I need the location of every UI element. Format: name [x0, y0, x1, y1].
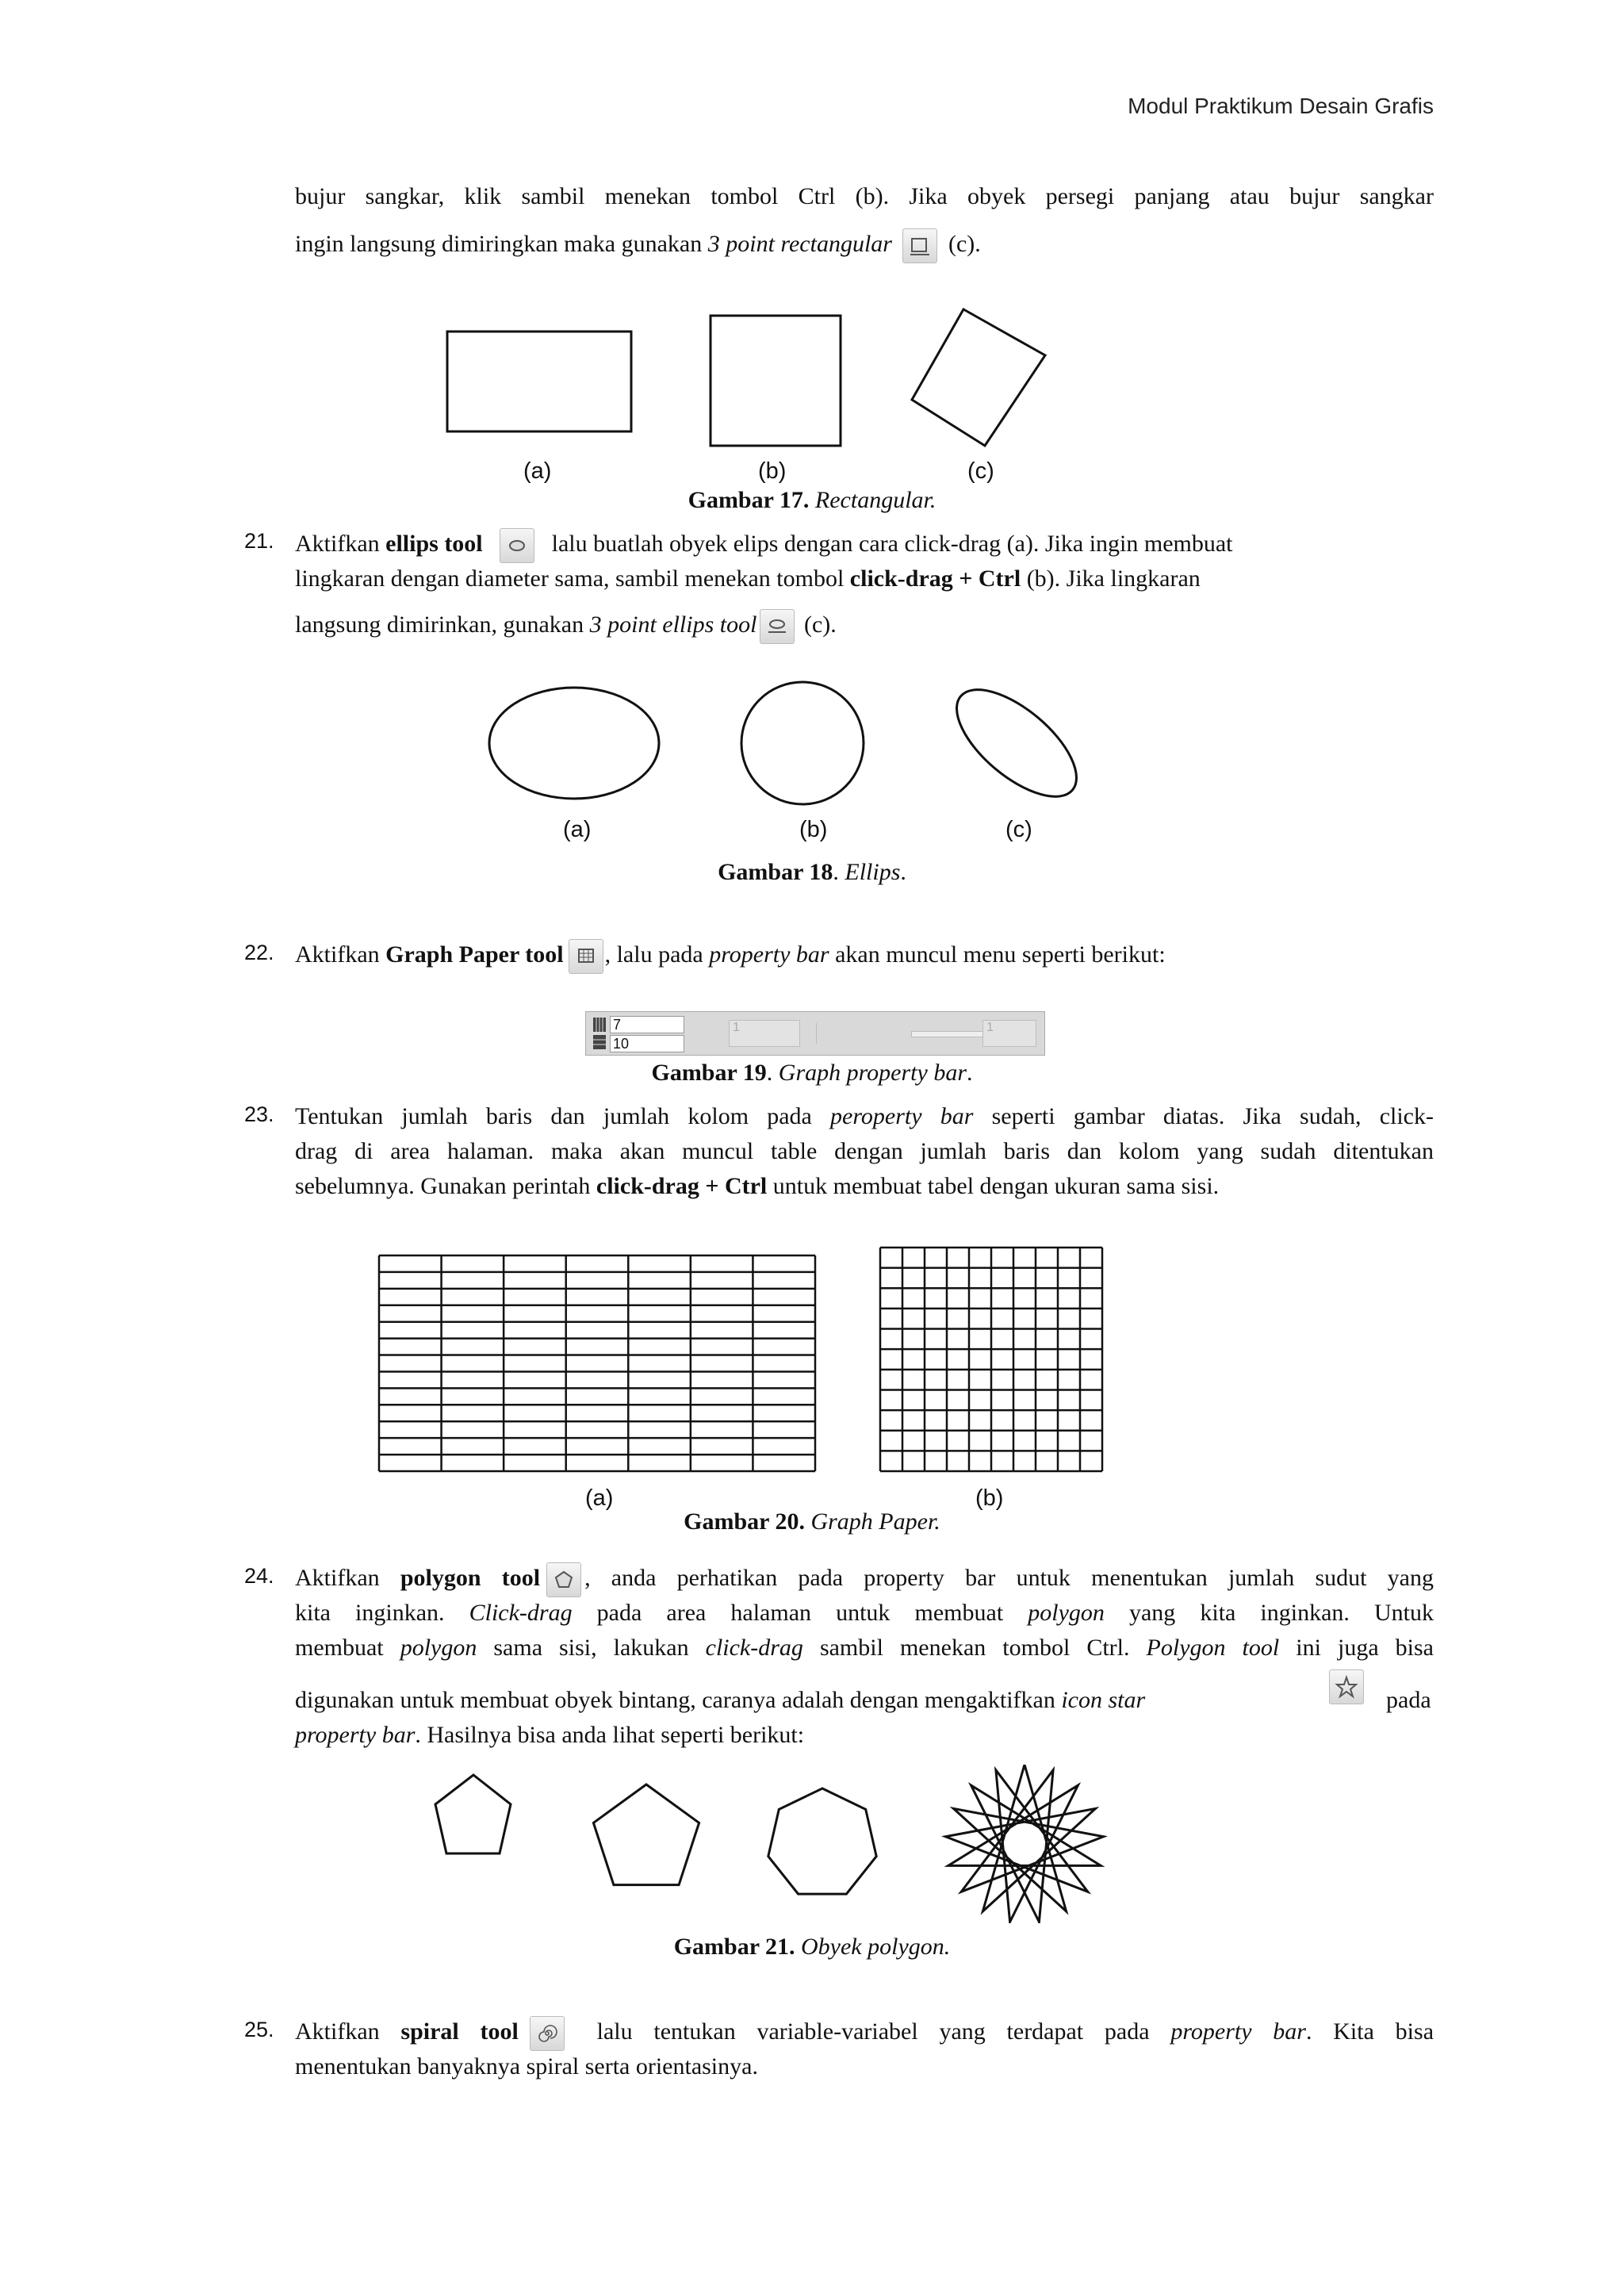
square-b — [710, 316, 841, 446]
fig20-label-b: (b) — [975, 1485, 1004, 1511]
running-header: Modul Praktikum Desain Grafis — [1128, 94, 1434, 118]
text: Aktifkan — [295, 2018, 401, 2045]
3-point-ellipse-icon — [760, 609, 795, 644]
item-25-line-1 — [295, 2014, 1434, 2051]
graph-property-bar — [585, 1011, 1045, 1056]
graph-grid-a — [379, 1255, 815, 1471]
fig18-label-b: (b) — [799, 817, 828, 842]
text: digunakan untuk membuat obyek bintang, caranya adalah dengan mengaktifkan — [295, 1687, 1062, 1713]
rows-columns-icon — [592, 1016, 607, 1051]
text: seperti gambar diatas. Jika sudah, click- — [973, 1103, 1434, 1129]
term: click-drag — [705, 1635, 803, 1661]
star-icon — [1329, 1669, 1364, 1704]
disabled-spiral-field: 1 — [729, 1020, 800, 1047]
caption-title: Obyek polygon. — [801, 1934, 951, 1960]
tool-name: ellips tool — [385, 531, 483, 557]
columns-field[interactable]: 10 — [610, 1035, 684, 1052]
term: property bar — [1170, 2018, 1306, 2045]
intro-line-2 — [295, 227, 1434, 263]
term: icon star — [1061, 1687, 1146, 1713]
disabled-expansion-field: 1 — [982, 1020, 1036, 1047]
pentagon-2 — [593, 1784, 699, 1885]
ellipse-tool-icon — [500, 528, 534, 563]
tool-name: Graph Paper tool — [385, 941, 564, 968]
term: Click-drag — [469, 1600, 573, 1626]
text: akan muncul menu seperti berikut: — [829, 941, 1166, 968]
3-point-rectangle-icon — [902, 228, 937, 263]
fig18-label-a: (a) — [563, 817, 592, 842]
item-24-line-3 — [295, 1631, 1434, 1665]
caption-end: . — [900, 859, 906, 885]
term: property bar — [709, 941, 829, 968]
ellipse-figure — [476, 674, 1094, 817]
caption-title: Graph property bar — [778, 1060, 967, 1086]
intro-text: ingin langsung dimiringkan maka gunakan — [295, 231, 708, 257]
graph-grid-b — [880, 1248, 1102, 1471]
term: property bar — [295, 1722, 416, 1748]
caption-number: Gambar 21. — [673, 1934, 795, 1960]
caption-title: Rectangular. — [814, 487, 936, 513]
ellipse-a — [489, 688, 659, 799]
rows-field[interactable]: 7 — [610, 1016, 684, 1033]
item-25-line-2: menentukan banyaknya spiral serta orientasinya. — [295, 2053, 758, 2079]
caption-number: Gambar 19 — [651, 1060, 767, 1086]
intro-line-1: bujur sangkar, klik sambil menekan tombol Ctrl (b). Jika obyek persegi panjang atau bujur sangkar — [295, 183, 1434, 209]
caption-number: Gambar 20. — [684, 1508, 805, 1535]
item-21-line-3 — [295, 608, 1434, 644]
caption-sep: . — [766, 1060, 779, 1086]
fig19-caption — [0, 1060, 1624, 1087]
fig18-label-c: (c) — [1005, 817, 1032, 842]
text: . Hasilnya bisa anda lihat seperti berikut: — [415, 1722, 805, 1748]
intro-tool-name: 3 point rectangular — [707, 231, 892, 257]
fig17-caption — [0, 487, 1624, 514]
intro-text-end: (c). — [942, 231, 981, 257]
star-polygon — [945, 1765, 1103, 1922]
item-21-number: 21. — [244, 529, 274, 553]
text: Aktifkan — [295, 941, 386, 968]
caption-number: Gambar 17. — [688, 487, 810, 513]
caption-title: Ellips — [845, 859, 901, 885]
pentagon-1 — [435, 1775, 511, 1853]
caption-end: . — [967, 1060, 973, 1086]
text: langsung dimirinkan, gunakan — [295, 611, 590, 638]
item-23-line-2: drag di area halaman. maka akan muncul table dengan jumlah baris dan kolom yang sudah ditentukan — [295, 1138, 1434, 1164]
text: kita inginkan. — [295, 1600, 469, 1626]
item-22-line — [295, 937, 1434, 974]
text: ini juga bisa — [1279, 1635, 1434, 1661]
fig17-label-a: (a) — [523, 458, 552, 484]
disabled-spiral-icons — [816, 1023, 856, 1044]
fig17-label-c: (c) — [967, 458, 994, 484]
heptagon — [768, 1788, 876, 1894]
item-24-line-5 — [295, 1718, 1434, 1753]
item-21-line-2 — [295, 562, 1434, 596]
item-23-line-3 — [295, 1169, 1434, 1204]
fig20-label-a: (a) — [585, 1485, 614, 1511]
polygon-tool-icon — [546, 1562, 581, 1597]
text: (b). Jika lingkaran — [1021, 565, 1201, 592]
item-24-line-1 — [295, 1561, 1434, 1597]
text: Aktifkan — [295, 1565, 400, 1591]
shortcut: click-drag + Ctrl — [596, 1173, 768, 1199]
circle-b — [741, 682, 864, 804]
fig21-caption — [0, 1934, 1624, 1961]
text: sambil menekan tombol Ctrl. — [802, 1635, 1147, 1661]
term: peroperty bar — [830, 1103, 974, 1129]
text: Aktifkan — [295, 531, 386, 557]
text: sama sisi, lakukan — [477, 1635, 706, 1661]
item-24-pada: pada — [1386, 1687, 1431, 1713]
rotated-ellipse-c — [940, 674, 1094, 815]
text: lingkaran dengan diameter sama, sambil menekan tombol — [295, 565, 850, 592]
text: , lalu pada — [604, 941, 710, 968]
rectangle-figure — [428, 301, 1078, 452]
text: . Kita bisa — [1305, 2018, 1434, 2045]
graph-paper-icon — [569, 939, 603, 974]
polygon-figure — [428, 1765, 1126, 1923]
term: polygon — [1028, 1600, 1105, 1626]
item-24-number: 24. — [244, 1564, 274, 1588]
spiral-tool-icon — [530, 2016, 565, 2051]
shortcut: click-drag + Ctrl — [849, 565, 1021, 592]
term: polygon — [400, 1635, 477, 1661]
fig20-caption — [0, 1508, 1624, 1535]
text: pada area halaman untuk membuat — [572, 1600, 1028, 1626]
tool-name: polygon tool — [400, 1565, 541, 1591]
text: lalu buatlah obyek elips dengan cara click-drag (a). Jika ingin membuat — [546, 531, 1233, 557]
caption-number: Gambar 18 — [718, 859, 833, 885]
text: membuat — [295, 1635, 400, 1661]
fig17-label-b: (b) — [758, 458, 787, 484]
item-23-number: 23. — [244, 1102, 274, 1126]
caption-sep: . — [833, 859, 845, 885]
item-21-line-1 — [295, 527, 1434, 563]
item-24-line-4 — [295, 1683, 1434, 1718]
text: , anda perhatikan pada property bar untuk menentukan jumlah sudut yang — [584, 1565, 1434, 1591]
term: Polygon tool — [1146, 1635, 1280, 1661]
tool-name: 3 point ellips tool — [589, 611, 757, 638]
fig18-caption — [0, 859, 1624, 886]
rotated-rectangle-c — [912, 309, 1045, 446]
item-24-line-2 — [295, 1596, 1434, 1631]
text: sebelumnya. Gunakan perintah — [295, 1173, 596, 1199]
graph-paper-figure — [373, 1241, 1110, 1479]
text: yang kita inginkan. Untuk — [1104, 1600, 1434, 1626]
tool-name: spiral tool — [400, 2018, 519, 2045]
text: untuk membuat tabel dengan ukuran sama sisi. — [767, 1173, 1220, 1199]
text: Tentukan jumlah baris dan jumlah kolom pada — [295, 1103, 831, 1129]
caption-title: Graph Paper. — [810, 1508, 940, 1535]
rectangle-a — [447, 332, 631, 431]
text: (c). — [798, 611, 837, 638]
item-23-line-1 — [295, 1099, 1434, 1134]
text: lalu tentukan variable-variabel yang terdapat pada — [575, 2018, 1171, 2045]
item-25-number: 25. — [244, 2018, 274, 2041]
item-22-number: 22. — [244, 941, 274, 964]
